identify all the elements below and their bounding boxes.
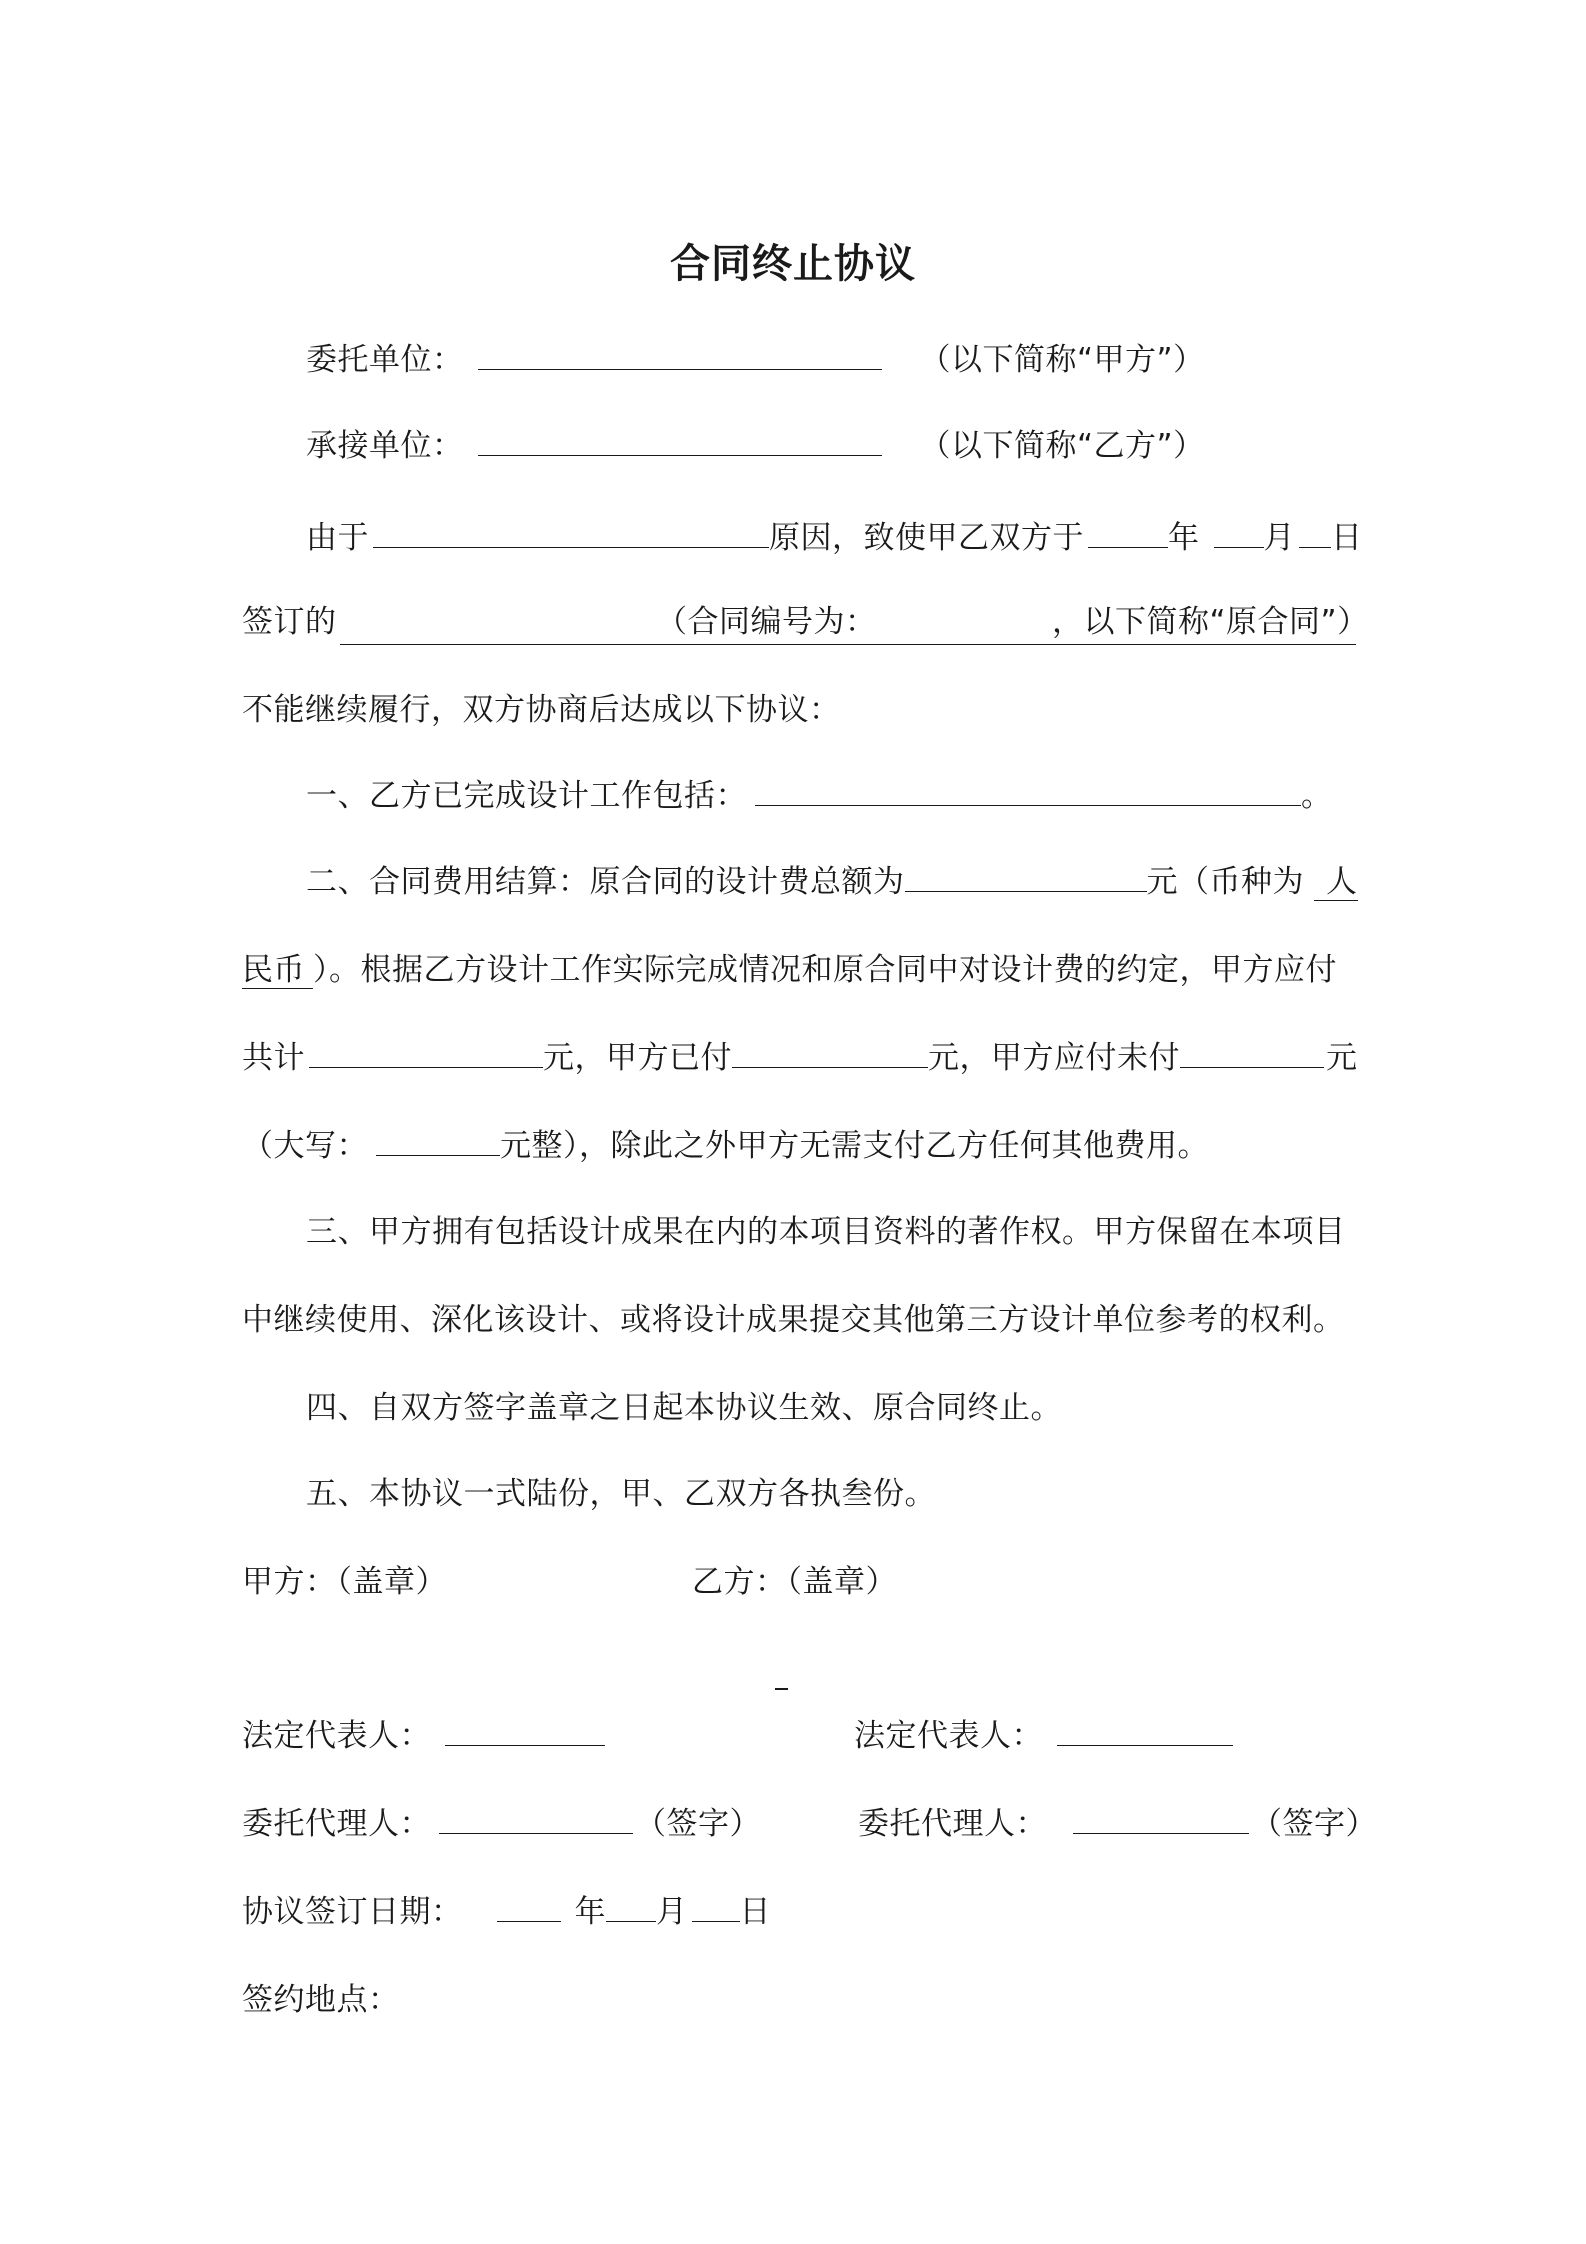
amount-words-label: （大写： (242, 1128, 368, 1164)
legal-rep-b-field[interactable] (1057, 1715, 1233, 1746)
clause-4: 四、自双方签字盖章之日起本协议生效、原合同终止。 (306, 1390, 1062, 1426)
reason-text: 原因，致使甲乙双方于 (769, 520, 1084, 556)
clause-2-end: 元整），除此之外甲方无需支付乙方任何其他费用。 (500, 1128, 1209, 1164)
agent-b-line (858, 1802, 1377, 1846)
unpaid-label: 元，甲方应付未付 (928, 1040, 1180, 1076)
clause-2-line-2 (242, 948, 1337, 992)
amount-words-field[interactable] (376, 1125, 500, 1156)
clause-2-line-1 (306, 860, 1358, 904)
legal-rep-a-field[interactable] (445, 1715, 605, 1746)
clause-1-text: 一、乙方已完成设计工作包括： (306, 778, 747, 814)
sign-date-line (242, 1890, 771, 1934)
original-year-label: 年 (1168, 520, 1200, 556)
original-month-field[interactable] (1214, 517, 1264, 548)
reason-line (306, 516, 1363, 560)
unpaid-field[interactable] (1180, 1037, 1324, 1068)
contractor-name-field[interactable] (478, 425, 882, 456)
contractor-alias: （以下简称“乙方”） (919, 428, 1205, 464)
client-label: 委托单位： (306, 342, 464, 378)
completed-work-field[interactable] (755, 775, 1301, 806)
reason-field[interactable] (373, 517, 769, 548)
sign-day-field[interactable] (692, 1891, 740, 1922)
total-fee-field[interactable] (905, 861, 1147, 892)
sign-year-label: 年 (574, 1894, 606, 1930)
client-line (306, 338, 1205, 382)
contract-ref-line (242, 600, 337, 644)
agent-a-field[interactable] (439, 1803, 633, 1834)
clause-5: 五、本协议一式陆份，甲、乙双方各执叁份。 (306, 1476, 936, 1512)
agent-b-sign-note: （签字） (1251, 1806, 1377, 1842)
sign-month-label: 月 (656, 1894, 688, 1930)
intro-text: 不能继续履行，双方协商后达成以下协议： (242, 692, 841, 728)
paid-label: 元，甲方已付 (543, 1040, 732, 1076)
agent-b-field[interactable] (1073, 1803, 1249, 1834)
party-a-seal: 甲方：（盖章） (242, 1564, 447, 1600)
contractor-line (306, 424, 1205, 468)
clause-2-text: 二、合同费用结算：原合同的设计费总额为 (306, 864, 905, 900)
original-contract-alias: ，以下简称“原合同”） (1052, 604, 1369, 640)
contract-name-field[interactable] (340, 644, 1356, 645)
clause-2-line-3 (242, 1036, 1358, 1080)
legal-rep-a-label: 法定代表人： (242, 1718, 431, 1754)
agent-b-label: 委托代理人： (858, 1806, 1047, 1842)
currency-label: 元（币种为 (1146, 864, 1304, 900)
contract-number-label: （合同编号为： (656, 604, 877, 640)
sign-year-field[interactable] (497, 1891, 561, 1922)
sign-day-label: 日 (739, 1894, 771, 1930)
agent-a-label: 委托代理人： (242, 1806, 431, 1842)
document-title: 合同终止协议 (670, 241, 916, 287)
clause-1-end: 。 (1301, 778, 1333, 814)
original-year-field[interactable] (1088, 517, 1168, 548)
total-payable-label: 共计 (242, 1040, 305, 1076)
currency-value-end: 民币 (242, 952, 313, 989)
original-day-label: 日 (1331, 520, 1363, 556)
sign-date-label: 协议签订日期： (242, 1894, 463, 1930)
original-day-field[interactable] (1299, 517, 1331, 548)
agent-a-line (242, 1802, 761, 1846)
legal-rep-b-label: 法定代表人： (854, 1718, 1043, 1754)
party-b-seal: 乙方：（盖章） (692, 1564, 897, 1600)
clause-2-line-4 (242, 1124, 1209, 1168)
agent-a-sign-note: （签字） (635, 1806, 761, 1842)
client-name-field[interactable] (478, 339, 882, 370)
clause-3-line-2: 中继续使用、深化该设计、或将设计成果提交其他第三方设计单位参考的权利。 (242, 1302, 1345, 1338)
client-alias: （以下简称“甲方”） (919, 342, 1205, 378)
legal-rep-b-line (854, 1714, 1233, 1758)
clause-2-cont: ）。根据乙方设计工作实际完成情况和原合同中对设计费的约定，甲方应付 (313, 952, 1337, 988)
sign-month-field[interactable] (606, 1891, 656, 1922)
contractor-label: 承接单位： (306, 428, 464, 464)
currency-value-start: 人 (1314, 864, 1358, 901)
clause-3-line-1: 三、甲方拥有包括设计成果在内的本项目资料的著作权。甲方保留在本项目 (306, 1214, 1346, 1250)
signed-prefix: 签订的 (242, 604, 337, 640)
sign-place-label: 签约地点： (242, 1982, 400, 2018)
total-payable-field[interactable] (309, 1037, 543, 1068)
legal-rep-a-line (242, 1714, 605, 1758)
stray-mark (775, 1688, 788, 1690)
unpaid-unit: 元 (1326, 1040, 1358, 1076)
original-month-label: 月 (1263, 520, 1295, 556)
paid-field[interactable] (732, 1037, 928, 1068)
reason-prefix: 由于 (306, 520, 369, 556)
clause-1 (306, 774, 1333, 818)
